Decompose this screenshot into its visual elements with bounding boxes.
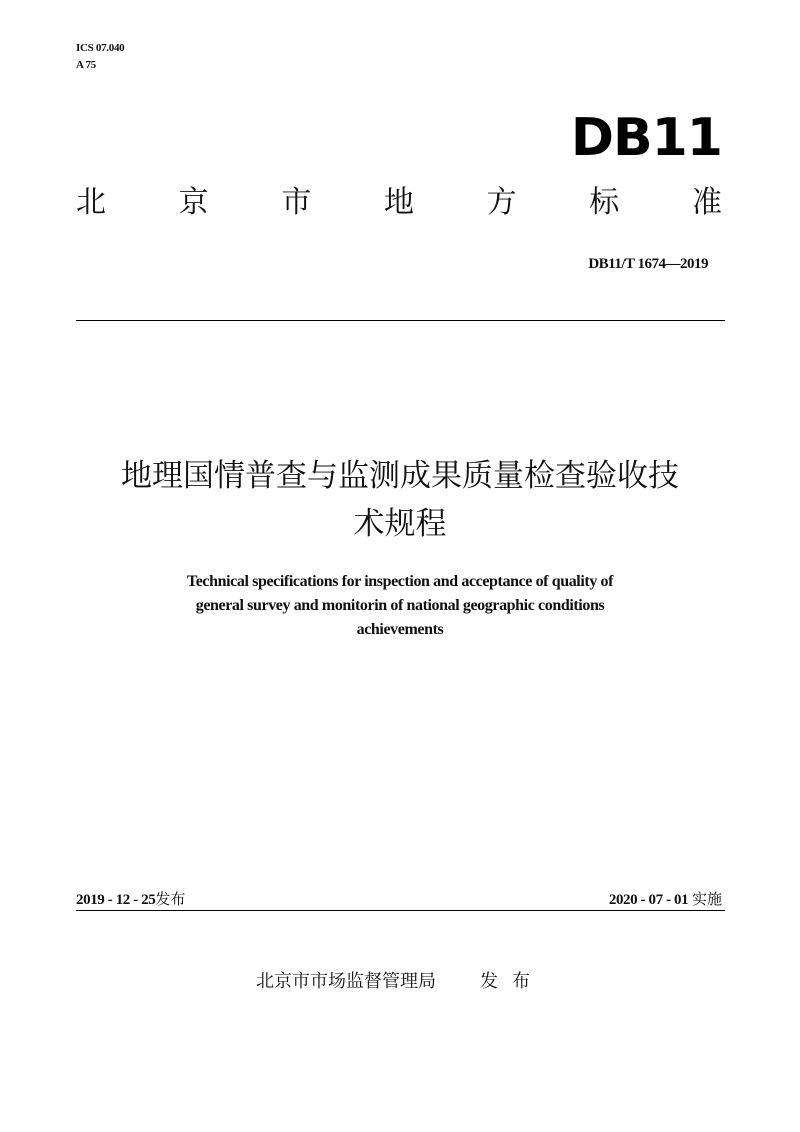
english-title-line: Technical specifications for inspection and acceptance of quality of [186,573,614,590]
ics-code: ICS 07.040 [76,42,125,54]
chinese-title-line: 地理国情普查与监测成果质量检查验收技 [121,458,679,494]
standard-number: DB11/T 1674—2019 [588,256,708,272]
standard-type-char: 京 [178,185,209,220]
issue-date [76,888,185,909]
english-title [70,570,730,642]
classification-codes [76,40,124,74]
chinese-title-line: 术规程 [353,506,447,542]
standard-type-char: 北 [76,185,106,220]
standard-type-heading [76,184,722,222]
standard-type-char: 方 [486,185,517,220]
english-title-line: achievements [356,621,444,638]
standard-type-char: 准 [691,185,722,220]
implementation-date-value: 2020 - 07 - 01 [608,892,689,908]
publisher-name: 北京市市场监督管理局 [256,971,436,992]
english-title-line: general survey and monitorin of national geographic conditions [195,597,605,614]
implementation-date [609,888,722,909]
publisher-line [0,969,800,995]
ccs-code: A 75 [76,59,96,71]
standard-type-char: 地 [383,185,414,220]
issue-date-value: 2019 - 12 - 25 [76,892,156,908]
standard-type-char: 标 [589,185,620,220]
implementation-date-label: 实施 [691,890,722,908]
publisher-action: 发布 [480,971,544,992]
chinese-title [60,452,740,548]
top-divider [76,320,725,321]
db11-logo: DB11 [570,108,722,168]
bottom-divider [76,910,725,911]
standard-type-char: 市 [281,185,312,220]
issue-date-label: 发布 [155,890,186,908]
